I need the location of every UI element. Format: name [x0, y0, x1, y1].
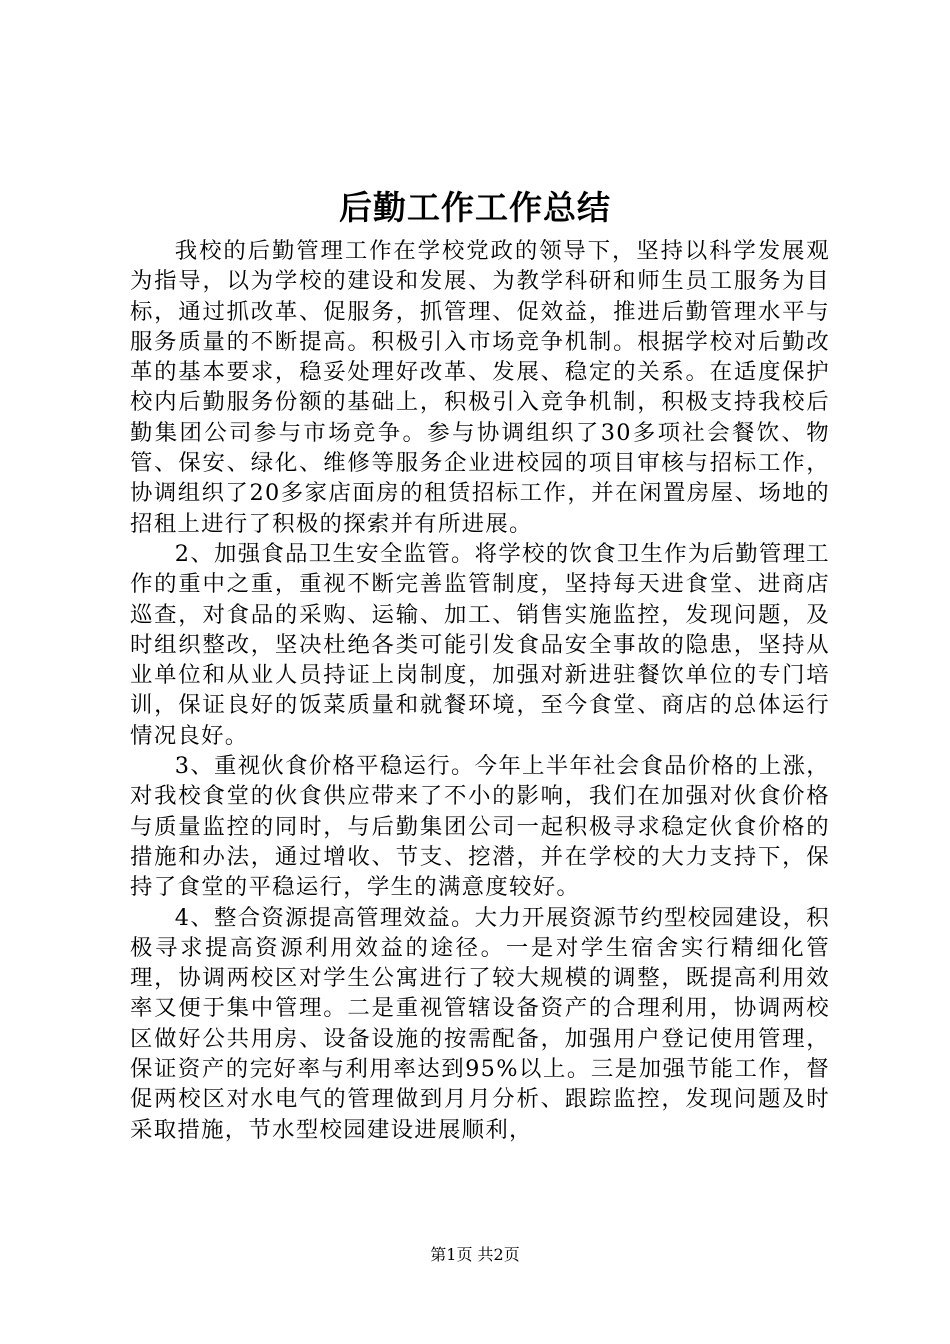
paragraph-meal-prices: 3、重视伙食价格平稳运行。今年上半年社会食品价格的上涨，对我校食堂的伙食供应带来了不小的影响，我们在加强对伙食价格与质量监控的同时，与后勤集团公司一起积极寻求稳定伙食价格的措施和办法，通过增收、节支、挖潜，并在学校的大力支持下，保持了食堂的平稳运行，学生的满意度较好。 — [130, 753, 830, 901]
page-number: 第1页 共2页 — [430, 1245, 520, 1264]
paragraph-resource-integration: 4、整合资源提高管理效益。大力开展资源节约型校园建设，积极寻求提高资源利用效益的途径。一是对学生宿舍实行精细化管理，协调两校区对学生公寓进行了较大规模的调整，既提高利用效率又便于集中管理。二是重视管辖设备资产的合理利用，协调两校区做好公共用房、设备设施的按需配备，加强用户登记使用管理，保证资产的完好率与利用率达到95%以上。三是加强节能工作，督促两校区对水电气的管理做到月月分析、跟踪监控，发现问题及时采取措施，节水型校园建设进展顺利， — [130, 904, 830, 1143]
paragraph-food-safety: 2、加强食品卫生安全监管。将学校的饮食卫生作为后勤管理工作的重中之重，重视不断完善监管制度，坚持每天进食堂、进商店巡查，对食品的采购、运输、加工、销售实施监控，发现问题，及时组织整改，坚决杜绝各类可能引发食品安全事故的隐患，坚持从业单位和从业人员持证上岗制度，加强对新进驻餐饮单位的专门培训，保证良好的饭菜质量和就餐环境，至今食堂、商店的总体运行情况良好。 — [130, 540, 830, 749]
page-footer — [0, 1245, 950, 1265]
document-title: 后勤工作工作总结 — [339, 188, 611, 227]
document-body — [130, 236, 830, 1145]
paragraph-intro: 我校的后勤管理工作在学校党政的领导下，坚持以科学发展观为指导，以为学校的建设和发展、为教学科研和师生员工服务为目标，通过抓改革、促服务，抓管理、促效益，推进后勤管理水平与服务质量的不断提高。积极引入市场竞争机制。根据学校对后勤改革的基本要求，稳妥处理好改革、发展、稳定的关系。在适度保护校内后勤服务份额的基础上，积极引入竞争机制，积极支持我校后勤集团公司参与市场竞争。参与协调组织了30多项社会餐饮、物管、保安、绿化、维修等服务企业进校园的项目审核与招标工作，协调组织了20多家店面房的租赁招标工作，并在闲置房屋、场地的招租上进行了积极的探索并有所进展。 — [130, 238, 830, 537]
